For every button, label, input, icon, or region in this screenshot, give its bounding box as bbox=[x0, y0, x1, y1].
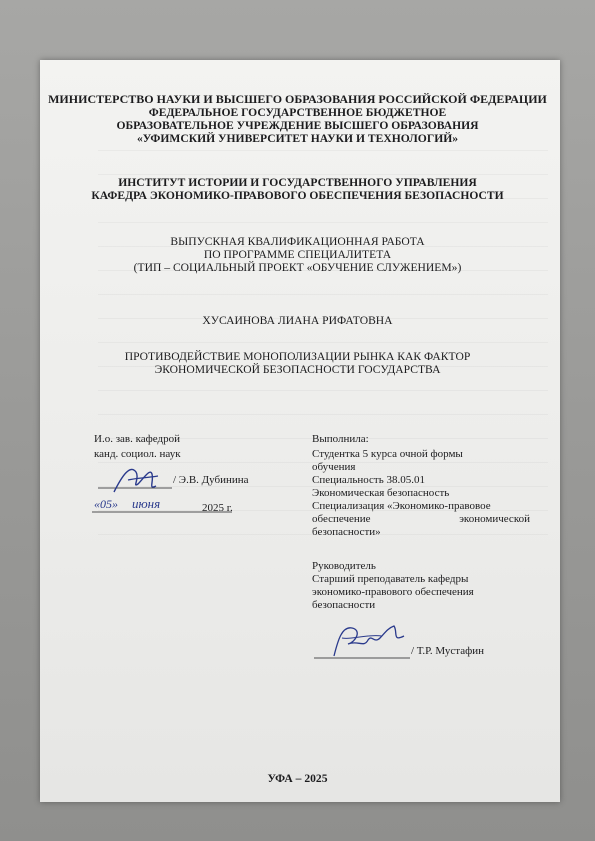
work-type-line: ПО ПРОГРАММЕ СПЕЦИАЛИТЕТА bbox=[203, 248, 392, 261]
head-signature bbox=[92, 458, 182, 498]
footer-city-year bbox=[0, 772, 595, 785]
ministry-line: МИНИСТЕРСТВО НАУКИ И ВЫСШЕГО ОБРАЗОВАНИЯ РОССИЙСКОЙ ФЕДЕРАЦИИ bbox=[48, 92, 547, 106]
institute-line: КАФЕДРА ЭКОНОМИКО-ПРАВОВОГО ОБЕСПЕЧЕНИЯ БЕЗОПАСНОСТИ bbox=[91, 189, 504, 202]
supervisor-line: Старший преподаватель кафедры bbox=[312, 573, 469, 585]
author-name bbox=[0, 314, 595, 327]
author-name-text: ХУСАИНОВА ЛИАНА РИФАТОВНА bbox=[202, 314, 393, 327]
title-line: ПРОТИВОДЕЙСТВИЕ МОНОПОЛИЗАЦИИ РЫНКА КАК ФАКТОР bbox=[124, 350, 471, 363]
head-role: И.о. зав. кафедрой bbox=[94, 433, 181, 445]
specialization-line: безопасности» bbox=[312, 526, 381, 538]
date-year: 2025 г. bbox=[202, 502, 233, 514]
ministry-line: ОБРАЗОВАТЕЛЬНОЕ УЧРЕЖДЕНИЕ ВЫСШЕГО ОБРАЗОВАНИЯ bbox=[116, 119, 479, 132]
spacer bbox=[312, 539, 530, 552]
specialty-name: Экономическая безопасность bbox=[312, 487, 450, 499]
ministry-line: «УФИМСКИЙ УНИВЕРСИТЕТ НАУКИ И ТЕХНОЛОГИЙ» bbox=[136, 132, 459, 145]
work-type-line: ВЫПУСКНАЯ КВАЛИФИКАЦИОННАЯ РАБОТА bbox=[170, 235, 425, 248]
performed-label: Выполнила: bbox=[312, 433, 369, 445]
ministry-line: ФЕДЕРАЛЬНОЕ ГОСУДАРСТВЕННОЕ БЮДЖЕТНОЕ bbox=[148, 106, 447, 119]
institute-header bbox=[0, 176, 595, 202]
date-day: «05» bbox=[94, 497, 118, 511]
specialization-line: Специализация «Экономико-правовое bbox=[312, 500, 491, 512]
footer-text: УФА – 2025 bbox=[267, 772, 328, 785]
supervisor-name: / Т.Р. Мустафин bbox=[411, 645, 485, 657]
date-month: июня bbox=[132, 496, 161, 511]
performer-block bbox=[312, 433, 530, 612]
student-line: обучения bbox=[312, 461, 356, 473]
specialization-line: обеспечение экономической bbox=[312, 513, 530, 525]
supervisor-line: экономико-правового обеспечения bbox=[312, 586, 474, 598]
ministry-header bbox=[0, 93, 595, 145]
work-type-line: (ТИП – СОЦИАЛЬНЫЙ ПРОЕКТ «ОБУЧЕНИЕ СЛУЖЕНИЕМ») bbox=[133, 261, 462, 274]
specialty: Специальность 38.05.01 bbox=[312, 474, 425, 486]
supervisor-signature bbox=[312, 618, 412, 664]
thesis-title bbox=[0, 350, 595, 376]
work-type bbox=[0, 235, 595, 274]
institute-line: ИНСТИТУТ ИСТОРИИ И ГОСУДАРСТВЕННОГО УПРАВЛЕНИЯ bbox=[118, 176, 477, 189]
student-line: Студентка 5 курса очной формы bbox=[312, 448, 463, 460]
supervisor-label: Руководитель bbox=[312, 560, 376, 572]
head-name: / Э.В. Дубинина bbox=[173, 474, 249, 486]
supervisor-line: безопасности bbox=[312, 599, 376, 611]
title-line: ЭКОНОМИЧЕСКОЙ БЕЗОПАСНОСТИ ГОСУДАРСТВА bbox=[154, 363, 441, 376]
head-degree: канд. социол. наук bbox=[94, 448, 181, 460]
